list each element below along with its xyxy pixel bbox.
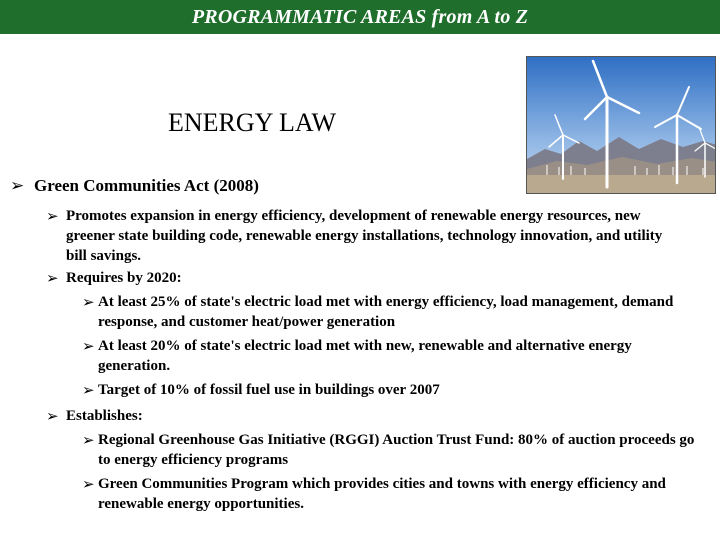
arrowhead-bullet-icon: ➢ xyxy=(82,475,95,493)
arrowhead-bullet-icon: ➢ xyxy=(46,407,59,425)
list-item: ➢ Green Communities Program which provides cities and towns with energy efficiency and renewable energy opportunities. xyxy=(82,475,666,512)
list-item: ➢ Green Communities Act (2008) xyxy=(10,176,259,196)
list-item: ➢ Establishes: xyxy=(46,407,143,425)
arrowhead-bullet-icon: ➢ xyxy=(82,293,95,311)
arrowhead-bullet-icon: ➢ xyxy=(46,207,59,225)
list-item: ➢ Promotes expansion in energy efficiency, development of renewable energy resources, new greener state building code, renewable energy installations, technology innovation, and utility bill savings. xyxy=(46,207,663,264)
list-item: ➢ Requires by 2020: xyxy=(46,269,182,287)
arrowhead-bullet-icon: ➢ xyxy=(46,269,59,287)
header-title: PROGRAMMATIC AREAS from A to Z xyxy=(191,5,529,28)
list-item: ➢ At least 20% of state's electric load met with new, renewable and alternative energy generation. xyxy=(82,337,632,374)
arrowhead-bullet-icon: ➢ xyxy=(82,337,95,355)
header-bar xyxy=(0,0,720,34)
list-item: ➢ Target of 10% of fossil fuel use in buildings over 2007 xyxy=(82,381,440,399)
arrowhead-bullet-icon: ➢ xyxy=(10,176,25,196)
wind-turbines-photo xyxy=(526,56,716,194)
arrowhead-bullet-icon: ➢ xyxy=(82,431,95,449)
slide-title: ENERGY LAW xyxy=(168,108,337,137)
arrowhead-bullet-icon: ➢ xyxy=(82,381,95,399)
list-item: ➢ At least 25% of state's electric load met with energy efficiency, load management, demand response, and customer heat/power generation xyxy=(82,293,674,330)
list-item: ➢ Regional Greenhouse Gas Initiative (RGGI) Auction Trust Fund: 80% of auction proceeds go to energy efficiency programs xyxy=(82,431,695,468)
